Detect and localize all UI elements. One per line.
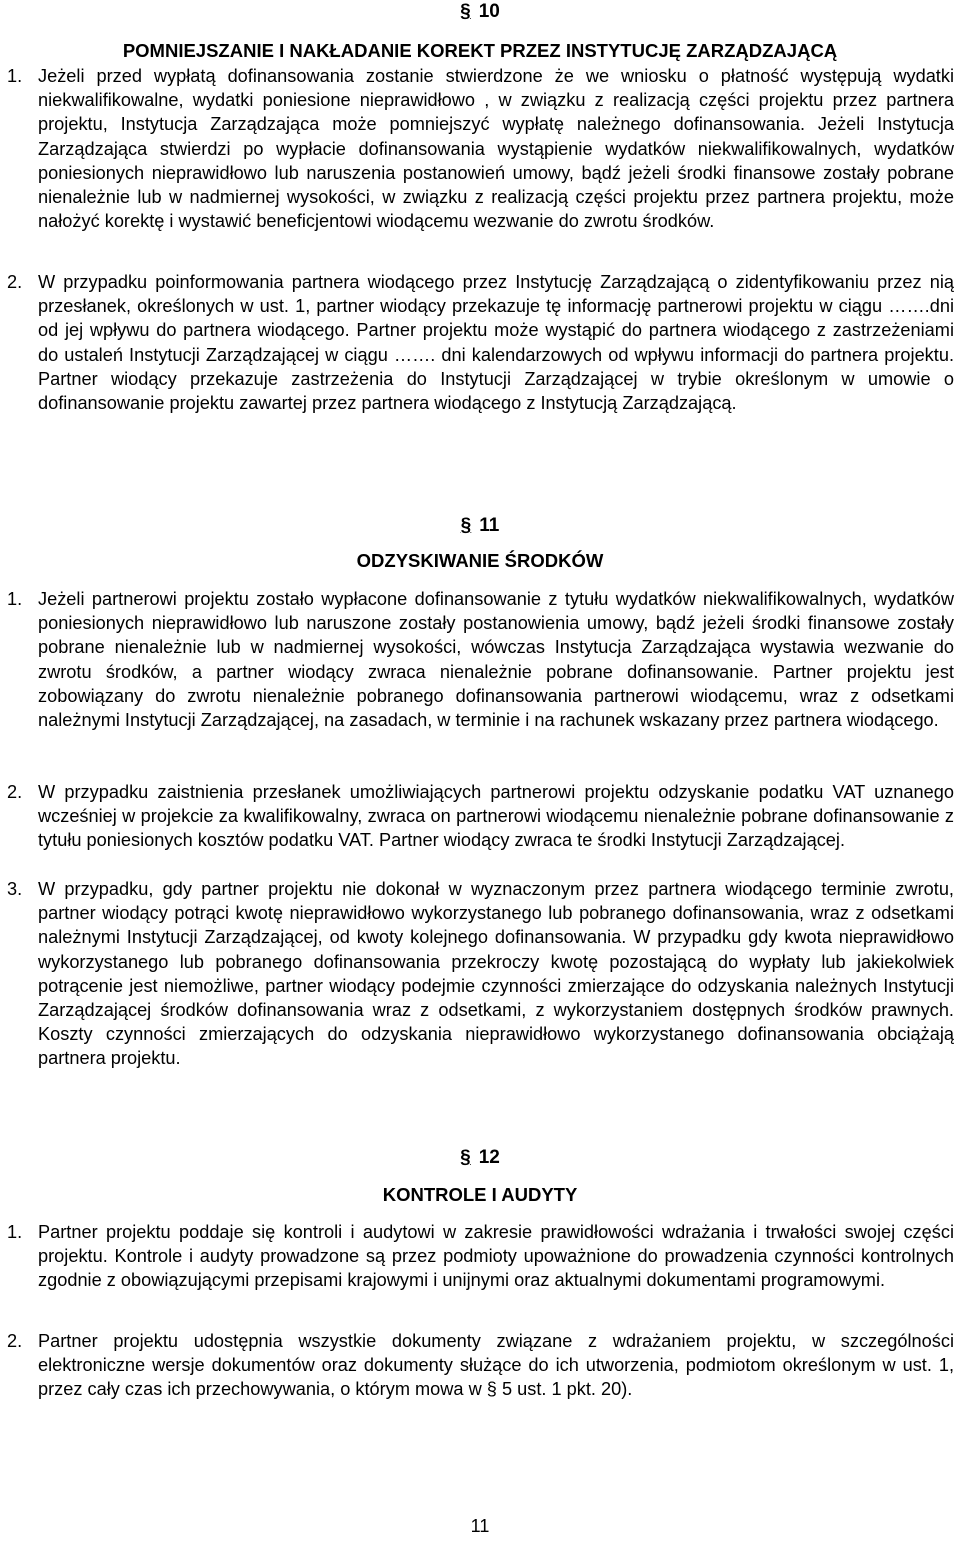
paragraph-sign: § — [460, 1, 471, 22]
paragraph-sign: § — [460, 515, 472, 536]
item-text: Partner projektu poddaje się kontroli i audytowi w zakresie prawidłowości wdrażania i trwałości swojej części projektu. Kontrole i audyty prowadzone są przez podmioty upoważnione do prowadzenia czynności kontrolnych zgodnie z obowiązującymi przepisami krajowymi i unijnymi oraz aktualnymi dokumentami programowymi. — [38, 1222, 954, 1291]
item-text: Jeżeli partnerowi projektu zostało wypłacone dofinansowanie z tytułu wydatków niekwalifikowalnych, wydatków poniesionych nieprawidłowo lub naruszone zostały postanowienia umowy, bądź jeżeli środki finansowe zostały pobrane nienależnie lub w nadmiernej wysokości, wówczas Instytucja Zarządzająca wystawia wezwanie do zwrotu środków, a partner wiodący zwraca nienależnie pobrane dofinansowanie. Partner projektu jest zobowiązany do zwrotu nienależnie pobranego dofinansowania partnerowi wiodącemu, wraz z odsetkami należnymi Instytucji Zarządzającej, na zasadach, w terminie i na rachunek wskazany przez partnera wiodącego. — [38, 589, 954, 731]
item-number: 2. — [7, 272, 23, 292]
item-text: W przypadku zaistnienia przesłanek umożliwiających partnerowi projektu odzyskanie podatku VAT uznanego wcześniej w projekcie za kwalifikowalny, zwraca on partnerowi wiodącemu nienależnie pobrane dofinansowanie z tytułu poniesionych kosztów podatku VAT. Partner wiodący zwraca te środki Instytucji Zarządzającej. — [38, 782, 954, 851]
section-11-title: ODZYSKIWANIE ŚRODKÓW — [356, 550, 604, 571]
section-12-number: § 12 — [460, 1147, 500, 1168]
item-number: 2. — [7, 782, 23, 802]
section-10-number: § 10 — [460, 1, 500, 22]
item-number: 1. — [7, 66, 23, 86]
item-text: W przypadku poinformowania partnera wiodącego przez Instytucję Zarządzającą o zidentyfikowaniu przez nią przesłanek, określonych w ust. 1, partner wiodący przekazuje tę informację partnerowi projektu w ciągu …….dni od jej wpływu do partnera wiodącego. Partner projektu może wystąpić do partnera wiodącego z zastrzeżeniami do ustaleń Instytucji Zarządzającej w ciągu ……. dni kalendarzowych od wpływu informacji do partnera projektu. Partner wiodący przekazuje zastrzeżenia do Instytucji Zarządzającej w trybie określonym w umowie o dofinansowanie projektu zawartej przez partnera wiodącego z Instytucją Zarządzającą. — [38, 272, 954, 414]
item-text: Partner projektu udostępnia wszystkie dokumenty związane z wdrażaniem projektu, w szczególności elektroniczne wersje dokumentów oraz dokumenty służące do ich utworzenia, podmiotom określonym w ust. 1, przez cały czas ich przechowywania, o którym mowa w § 5 ust. 1 pkt. 20). — [38, 1331, 954, 1400]
item-text: Jeżeli przed wypłatą dofinansowania zostanie stwierdzone że we wniosku o płatność występują wydatki niekwalifikowalne, wydatki poniesione nieprawidłowo , w związku z realizacją części projektu przez partnera projektu, Instytucja Zarządzająca może pomniejszyć wypłatę należnego dofinansowania. Jeżeli Instytucja Zarządzająca stwierdzi po wypłacie dofinansowania wystąpienie wydatków niekwalifikowalnych, wydatków poniesionych nieprawidłowo lub naruszenia postanowień umowy, bądź jeżeli środki finansowe zostały pobrane nienależnie lub w nadmiernej wysokości, w związku z realizacją części projektu przez partnera projektu, może nałożyć korektę i wystawić beneficjentowi wiodącemu wezwanie do zwrotu środków. — [38, 66, 954, 232]
item-number: 2. — [7, 1331, 23, 1351]
section-10-title: POMNIEJSZANIE I NAKŁADANIE KOREKT PRZEZ INSTYTUCJĘ ZARZĄDZAJĄCĄ — [122, 40, 838, 61]
item-text: W przypadku, gdy partner projektu nie dokonał w wyznaczonym przez partnera wiodącego terminie zwrotu, partner wiodący potrąci kwotę nieprawidłowo wykorzystanego lub pobranego dofinansowania, wraz z odsetkami należnymi Instytucji Zarządzającej, od kwoty kolejnego dofinansowania. W przypadku gdy kwota nieprawidłowo wykorzystanego lub pobranego dofinansowania przekroczy kwotę pozostającą do wypłaty lub jakiekolwiek potrącenie jest niemożliwe, partner wiodący podejmie czynności zmierzające do odzyskania należnych Instytucji Zarządzającej środków dofinansowania wraz z odsetkami, z wykorzystaniem dostępnych środków prawnych. Koszty czynności zmierzających do odzyskania nieprawidłowo wykorzystanego dofinansowania obciążają partnera projektu. — [38, 879, 954, 1069]
item-number: 3. — [7, 879, 23, 899]
paragraph-sign: § — [460, 1147, 471, 1168]
item-number: 1. — [7, 589, 23, 609]
section-11-number: § 11 — [460, 515, 500, 536]
item-number: 1. — [7, 1222, 23, 1242]
section-12-title: KONTROLE I AUDYTY — [382, 1184, 578, 1205]
page-number: 11 — [470, 1516, 490, 1536]
